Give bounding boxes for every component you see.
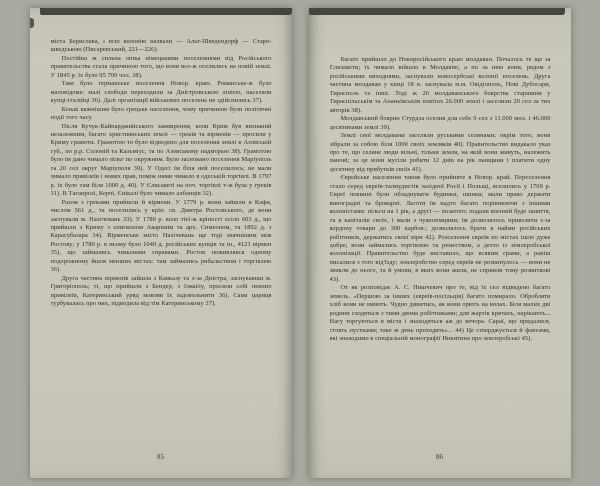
paragraph: міста Берислава, і всю колонію назвали — Альт-Шведендорф — Старо-шведською (Писаревський, 221—226). [50,38,272,54]
page-left [30,8,292,478]
page-top-edge [40,8,292,15]
paragraph: Багато прийшло до Новоросійського краю молдаван. Почалось те ще за Єлизавети; їх чимало війшло в Молдавію, а по за нею вони, рядом з російськими виходнями, заснували новосербські колонії поселень. Друга частина молдаван у кінці 18 в. заснувала м.м. Овідіополь, Нові Дубосари, Тирасполь та інші. Тоді ж 26 молдаванського боярства старшини у Тираспільськім та Ананьївськім повітах 26.000 землі і заселили 20 сел за тих авторів 38). [329,56,551,114]
page-right [309,8,571,478]
paragraph: Таке було германське поселення Новор. краю. Романське-ж було маловідоме: малі слободи переходили за Дністровською лінією, населяли купці-італійці 36). Далі організації військових поселень не здійснились 37). [50,80,272,105]
paragraph: Єврейське населення також було прийняте в Новор. край. Переселення стало серед євреїв-талмудистів західної Росії і Польщі, вселились у 1769 р. Євреї повинні були обладнувати будинки, шинки; мали право держати виноградні та броварні. Льготи їм надто багато порівнюючи з іншими колоністами: пільги на 1 рік, а другі — позатого; подали воєнній буде заняття, та в капіталів своїх, і мали з чужоземцями; їм дозволялось привозити з-за кордону товари до 300 карбов.; дозволялось брати в найми російських робітників, держатись своєї віри 42). Розселення євреїв по містах ішло дуже добре; вони займались торгівлею та ремеством, а дехто із землеробської колонізації. Правительство буде виставило, що всяким грами, а раніш писалися з того від'їзду; землеробство серед євреїв не розвинулось — вони не звикли до нього, та й умови, в яких вони жили, не сприяли тому розвиткові 43). [329,174,551,283]
page-top-edge [309,8,565,15]
paragraph: Молдавський боярин Стурдза оселив для себе 9 сел з 11.000 мол. і 46.000 десятинами землі 39). [329,115,551,131]
paragraph: Землі свої молдавани заселяли руськими селянами; окрім того, вони зібрали за собою біля 1000 своїх земляків 40). Правительство видавало указ про те, що селяне люди вільні, тільки земля, на якій вони живуть, належить панові; за це вони мусіли робити 12 днів на рік панщини і платити одну десятину від прибутків своїх 41). [329,132,551,173]
paragraph: Разом з греками прийшли й вірмени. У 1779 р. вони зайшли в Кафи, числом 561 д., та поселились у кріп. св. Дмитра Ростовського, де вони заснували м. Нахічевань 33). У 1780 р. коло тієї-ж кріпості осіло 603 д., що прийшли з Криму з єпископом Аваріним та арх. Симеоном, та 1892 д. з Карасубазара 34). Вірменське місто Нахічевань ще тоді значнішим між Ростову; у 1780 р. в ньому було 1040 д. російських купців та ін., 4121 вірмен 35), що займались чималими справами. Ростов поживлявся одному подорожному йшов менших містах: там займались рибальством і торгівлею 36). [50,198,272,274]
paragraph: Більш важнішим було грецьке населення, чому причиною були політичні події того часу. [50,105,272,122]
page-right-text [330,56,551,440]
paragraph: Друга частина вірменів зайшла з Кавказу та з-за Дністра, заснувавши м. Григоріополь; ті, що прийшли з Бендер, з Ізмаїлу, просили собі певних привілеїв, Катеринський уряд мовляв їх задовольнити 36). Сама цариця турбувалась про них, підводила від тім Катеринському 37). [50,274,272,308]
page-edge-mark [30,18,34,28]
page-left-text [51,38,272,440]
paragraph: Після Кучук-Кайнарджийського завмирення, коли Крим був визнаний незалежним, багато християнських землі — греків та вірменів — просили у Криму грамоти. Грамотою то було відведено для поселення землі в Азовській губ., по р.р. Солоній та Кальміус, та по Азовському надморью 38). Грамотою було їм дано чимало пільг по окружним. Було засновано поселення Маріуполь та 20 сел округ Маріуполя 39). У Одесі їм біля ней поселилось; не мали чимало привілеїв і нових прав, поміж ними чимало в одеській торгівлі. В 1797 р. їх було там біля 1000 д. 40). У Єлисаветі на поч. торгівлі т-ж була у греків 31). В Таганрозі, Керчі, Єнікалі було чимало албанців 32). [50,122,272,198]
page-number: 85 [157,453,164,461]
paragraph: Постійна ж сильна опіка німецькими поселеннями від Російського правительства стала причиною того, що вони все-ж оселились на новій землі. У 1845 р. їх було 95 700 чол. 38). [50,54,272,79]
paragraph: От як розповідає А. С. Пишчевич про те, від їх сел відведено багато земель. «Першою за інших (євреїв-посільців) багато помирало. Обробляти хліб вони не вміють. Чудно дивитись, як вони орють на волах. Біля малих дві родини сходяться з тими двома робітниками; для жартів кричать, нарікають... Нагу торгуються в міста і знаходяться аж до вечора. Сараї, що придалися, стоять пустками; таке ж день проходить»... 44) Це стверджується й фактами, які знаходимо в спеціальній монографії Никитина про землеробські 45). [329,284,551,342]
page-number: 86 [436,453,443,461]
